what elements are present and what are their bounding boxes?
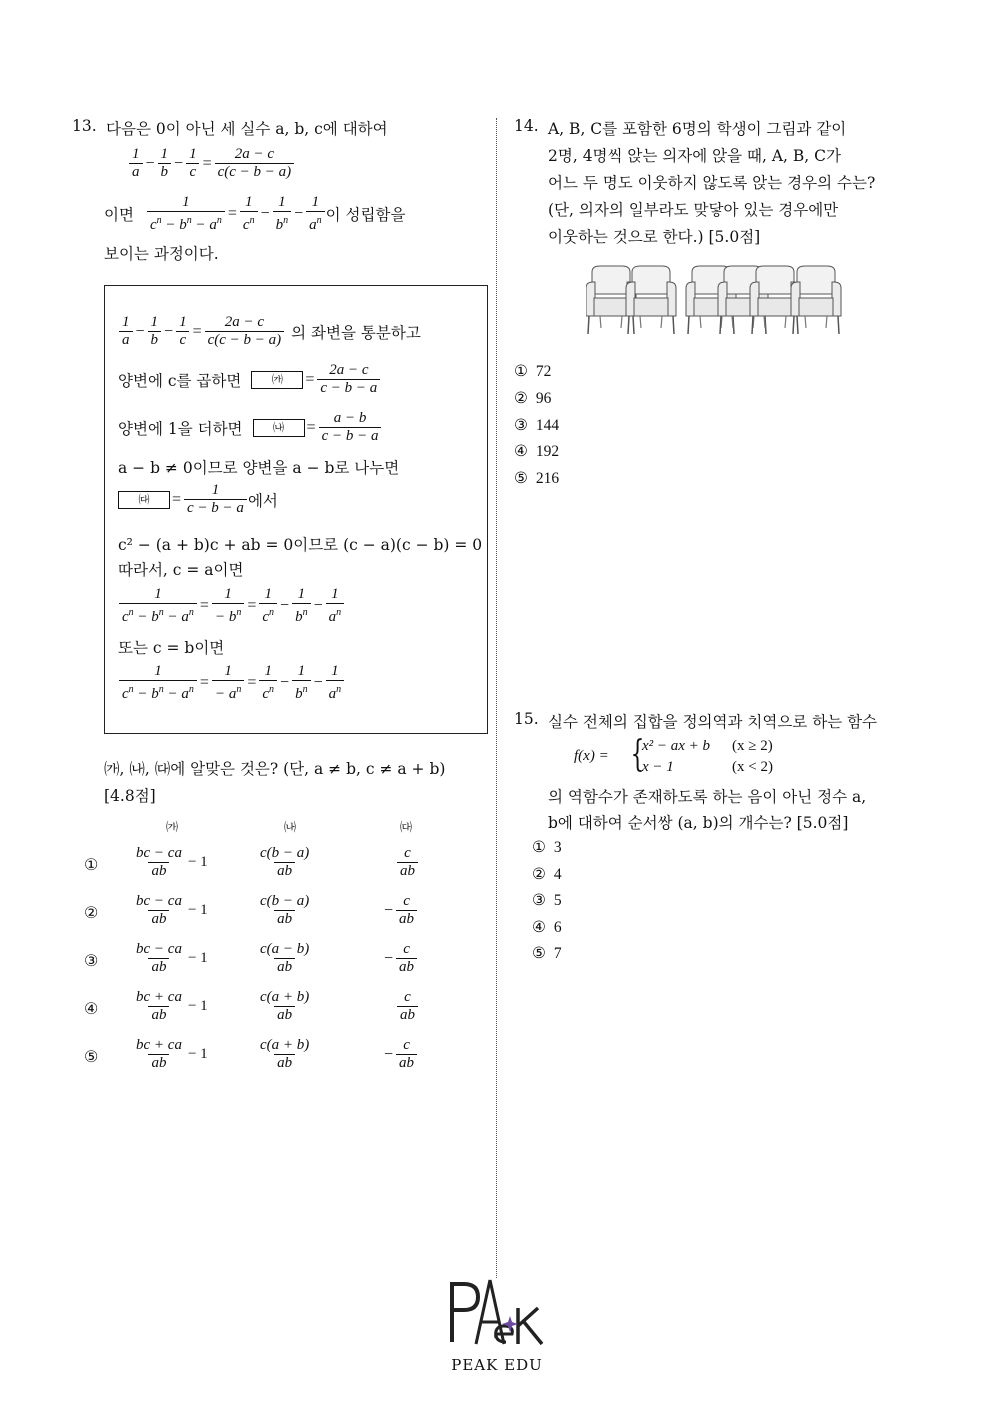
peak-logo-mark: [438, 1278, 556, 1348]
choice-na: [256, 893, 313, 928]
q13-conclusion-line: 이면 $\frac{1}{c^n - b^n - a^n}$ = $\frac{1}{c^n}$ − $\frac{1}{b^n}$ − $\frac{1}{a^n}$ 이 성립함을: [104, 194, 406, 233]
choice-na-fraction: $\frac{c(a + b)}{ab}$: [260, 1037, 310, 1071]
q13-col-header-ga: ㈎: [166, 820, 179, 834]
proof-line-8: 또는 c = b이면: [118, 639, 225, 657]
q13-choice-row[interactable]: [84, 845, 474, 885]
choice-na: [256, 941, 313, 976]
choice-number: ④: [514, 442, 528, 461]
choice-na: [256, 989, 313, 1024]
q15-case-1: x² − ax + b: [642, 738, 711, 754]
choice-da-sign: −: [384, 949, 394, 967]
choice-ga-tail: − 1: [187, 1046, 208, 1062]
q14-line-4: (단, 의자의 일부라도 맞닿아 있는 경우에만: [548, 201, 839, 219]
q13-question: ㈎, ㈏, ㈐에 알맞은 것은? (단, a ≠ b, c ≠ a + b): [104, 760, 446, 778]
q13-choice-row[interactable]: [84, 1037, 474, 1077]
q14-line-1: A, B, C를 포함한 6명의 학생이 그림과 같이: [548, 120, 847, 138]
choice-da: [384, 941, 418, 976]
choice-da: [384, 989, 419, 1024]
proof-line-2-text: 양변에 c를 곱하면: [118, 371, 242, 390]
proof-line-5: ㈐ = $\frac{1}{c - b - a}$ 에서: [118, 482, 278, 517]
q15-choice[interactable]: [532, 891, 562, 910]
choice-da-fraction: $\frac{c}{ab}$: [397, 989, 418, 1024]
choice-number: ①: [84, 855, 99, 874]
q15-fx: f(x) =: [574, 748, 609, 764]
peak-logo: [438, 1278, 556, 1374]
proof-line-2: 양변에 c를 곱하면 ㈎ = $\frac{2a - c}{c - b - a}$: [118, 362, 381, 397]
armchairs-illustration: [586, 262, 848, 336]
column-divider: [496, 118, 497, 1278]
q14-choice[interactable]: [514, 469, 559, 488]
q13-closing: 보이는 과정이다.: [104, 245, 219, 263]
choice-ga: [132, 1037, 208, 1072]
q15-choice[interactable]: [532, 865, 562, 884]
q14-choice[interactable]: [514, 416, 559, 435]
choice-number: ②: [514, 388, 528, 407]
choice-value: 6: [553, 918, 562, 936]
choice-number: ③: [532, 891, 546, 909]
q13-col-header-da: ㈐: [400, 820, 413, 834]
q13-number: 13.: [72, 117, 97, 135]
choice-da-fraction: $\frac{c}{ab}$: [396, 1037, 417, 1072]
choice-value: 72: [535, 363, 552, 380]
choice-da-fraction: $\frac{c}{ab}$: [396, 893, 417, 928]
q15-line-2: 의 역함수가 존재하도록 하는 음이 아닌 정수 a,: [548, 788, 867, 806]
choice-da: [384, 893, 418, 928]
choice-number: ⑤: [84, 1047, 99, 1066]
q14-choice[interactable]: [514, 442, 559, 461]
q14-choice[interactable]: [514, 389, 551, 408]
q13-given-equation: $\frac{1}{a}$ − $\frac{1}{b}$ − $\frac{1}{c}$ = $\frac{2a - c}{c(c - b - a)}$: [128, 146, 295, 181]
choice-da: [384, 1037, 418, 1072]
q14-choice[interactable]: [514, 362, 551, 381]
choice-number: ④: [532, 917, 546, 936]
proof-line-4: a − b ≠ 0이므로 양변을 a − b로 나누면: [118, 459, 400, 477]
choice-value: 192: [535, 443, 560, 461]
choice-ga-tail: − 1: [187, 902, 208, 918]
q13-col-header-na: ㈏: [284, 820, 297, 834]
choice-number: ①: [514, 362, 528, 380]
choice-da-sign: −: [384, 901, 394, 919]
choice-value: 96: [535, 389, 552, 407]
choice-ga-tail: − 1: [187, 950, 208, 966]
choice-value: 144: [535, 416, 560, 434]
q15-brace: {: [630, 734, 645, 775]
proof-line-7: 따라서, c = a이면: [118, 561, 244, 579]
choice-ga-fraction: $\frac{bc + ca}{ab}$: [136, 1037, 182, 1071]
choice-value: 216: [535, 470, 560, 488]
q13-holds-text: 이 성립함을: [325, 206, 406, 224]
choice-number: ②: [532, 864, 546, 883]
choice-ga-tail: − 1: [187, 854, 208, 870]
proof-line-3-text: 양변에 1을 더하면: [118, 419, 243, 438]
q15-case-2: x − 1: [642, 759, 674, 775]
q15-choice[interactable]: [532, 838, 562, 857]
choice-da-fraction: $\frac{c}{ab}$: [397, 845, 418, 880]
choice-number: ④: [84, 999, 99, 1018]
q15-cond-1: (x ≥ 2): [732, 738, 773, 754]
q14-line-3: 어느 두 명도 이웃하지 않도록 앉는 경우의 수는?: [548, 174, 876, 192]
choice-ga: [132, 845, 208, 880]
choice-number: ⑤: [514, 469, 528, 488]
choice-ga: [132, 893, 208, 928]
q14-number: 14.: [514, 117, 539, 135]
choice-ga-fraction: $\frac{bc + ca}{ab}$: [136, 989, 182, 1023]
choice-number: ⑤: [532, 944, 546, 962]
proof-line-3: 양변에 1을 더하면 ㈏ = $\frac{a - b}{c - b - a}$: [118, 410, 382, 445]
choice-value: 3: [553, 839, 562, 856]
q15-cond-2: (x < 2): [732, 759, 773, 775]
q13-choice-row[interactable]: [84, 893, 474, 933]
choice-na-fraction: $\frac{c(b - a)}{ab}$: [260, 845, 310, 879]
choice-na-fraction: $\frac{c(a - b)}{ab}$: [260, 941, 310, 975]
choice-ga: [132, 941, 208, 976]
q13-intro: 다음은 0이 아닌 세 실수 a, b, c에 대하여: [106, 120, 388, 138]
choice-value: 5: [553, 892, 562, 909]
choice-ga-tail: − 1: [187, 998, 208, 1014]
choice-number: ③: [84, 951, 99, 970]
choice-ga-fraction: $\frac{bc - ca}{ab}$: [136, 941, 182, 975]
proof-line-5-text: 에서: [247, 491, 278, 510]
q13-if-word: 이면: [104, 206, 134, 224]
blank-ga: ㈎: [251, 371, 303, 389]
q15-choice[interactable]: [532, 918, 562, 937]
choice-number: ③: [514, 415, 528, 434]
choice-da-fraction: $\frac{c}{ab}$: [396, 941, 417, 976]
proof-line-1: $\frac{1}{a}$ − $\frac{1}{b}$ − $\frac{1}{c}$ = $\frac{2a - c}{c(c - b - a)}$ 의 좌변을 통분하고: [118, 314, 421, 349]
choice-ga: [132, 989, 208, 1024]
choice-na-fraction: $\frac{c(b - a)}{ab}$: [260, 893, 310, 927]
choice-ga-fraction: $\frac{bc - ca}{ab}$: [136, 845, 182, 879]
blank-na: ㈏: [253, 419, 305, 437]
q13-choice-row[interactable]: [84, 989, 474, 1029]
choice-na: [256, 1037, 313, 1072]
choice-na-fraction: $\frac{c(a + b)}{ab}$: [260, 989, 310, 1023]
proof-line-1-text: 의 좌변을 통분하고: [291, 323, 421, 342]
proof-line-6: c² − (a + b)c + ab = 0이므로 (c − a)(c − b) = 0: [118, 536, 483, 554]
q13-choice-row[interactable]: [84, 941, 474, 981]
choice-na: [256, 845, 313, 880]
choice-number: ②: [84, 903, 99, 922]
q15-choice[interactable]: [532, 944, 562, 963]
q15-line-1: 실수 전체의 집합을 정의역과 치역으로 하는 함수: [548, 713, 878, 731]
q14-line-2: 2명, 4명씩 앉는 의자에 앉을 때, A, B, C가: [548, 147, 841, 165]
proof-line-7-equation: $\frac{1}{c^n - b^n - a^n}$ = $\frac{1}{- b^n}$ = $\frac{1}{c^n}$ − $\frac{1}{b^n}$ − $\frac{1}{a^n}$: [118, 586, 345, 626]
q15-number: 15.: [514, 710, 539, 728]
q15-line-3: b에 대하여 순서쌍 (a, b)의 개수는? [5.0점]: [548, 814, 849, 832]
q13-points: [4.8점]: [104, 787, 156, 805]
choice-ga-fraction: $\frac{bc - ca}{ab}$: [136, 893, 182, 927]
proof-line-8-equation: $\frac{1}{c^n - b^n - a^n}$ = $\frac{1}{- a^n}$ = $\frac{1}{c^n}$ − $\frac{1}{b^n}$ − $\frac{1}{a^n}$: [118, 663, 345, 703]
choice-da-sign: −: [384, 1045, 394, 1063]
choice-da: [384, 845, 419, 880]
q15-function-definition: [574, 734, 834, 779]
choice-value: 4: [553, 865, 562, 883]
blank-da: ㈐: [118, 491, 170, 509]
brand-name: PEAK EDU: [451, 1356, 543, 1374]
choice-value: 7: [553, 945, 562, 962]
choice-number: ①: [532, 838, 546, 856]
q14-line-5: 이웃하는 것으로 한다.) [5.0점]: [548, 228, 761, 246]
